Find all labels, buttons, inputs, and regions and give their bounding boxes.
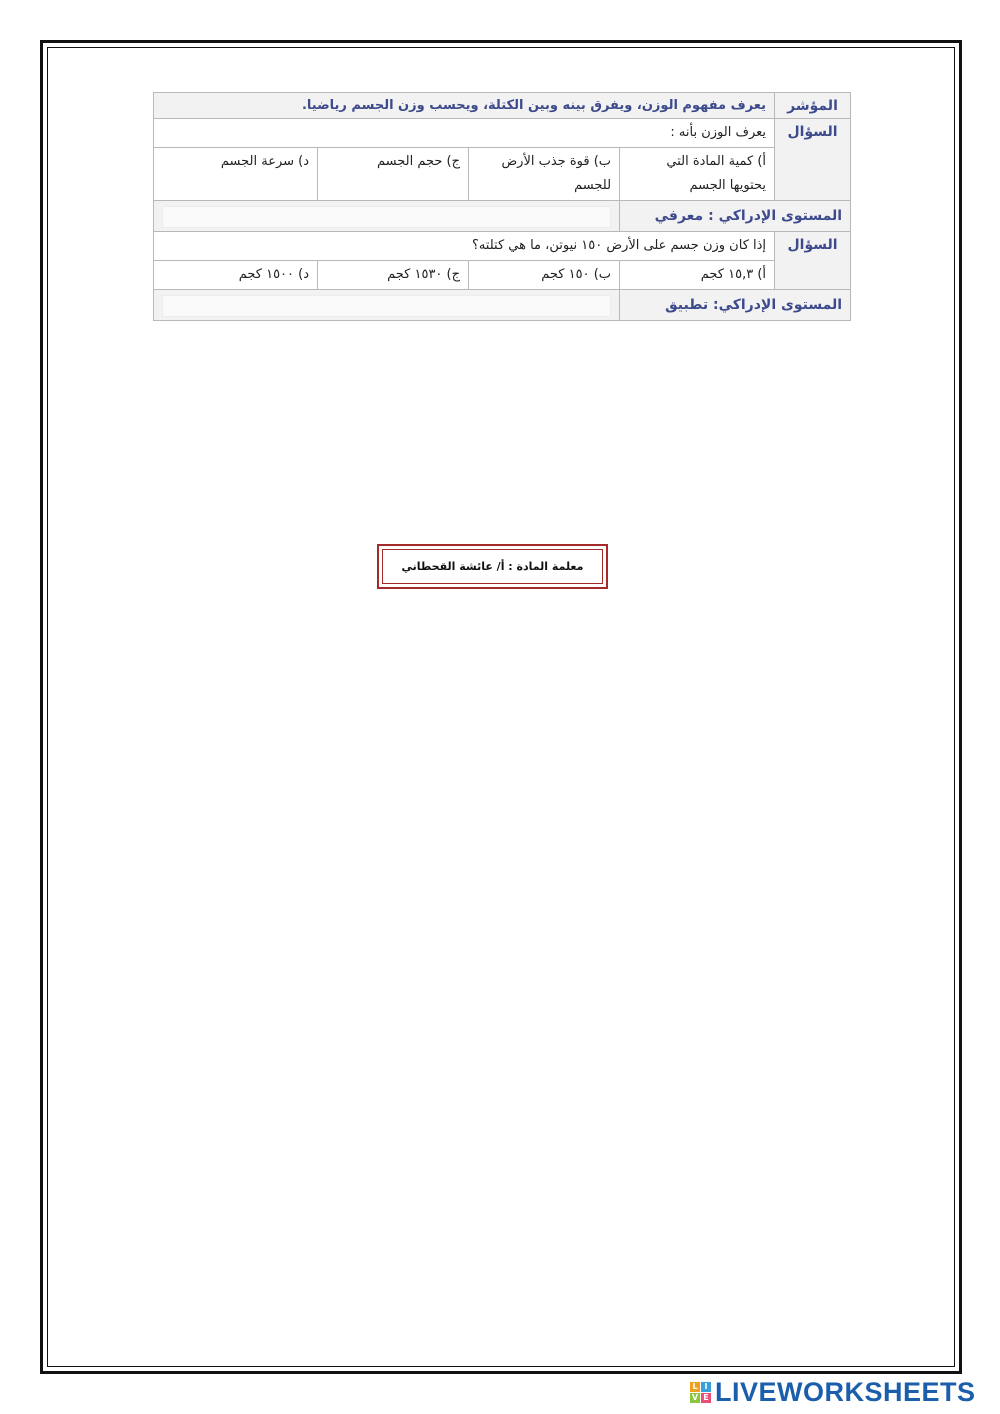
logo-letter-v: V xyxy=(691,1392,699,1402)
question-2-label: السؤال xyxy=(775,232,851,290)
question-1-option-c[interactable]: ج) حجم الجسم xyxy=(318,148,469,201)
question-1-level-row xyxy=(154,201,851,232)
liveworksheets-brand[interactable] xyxy=(690,1378,976,1406)
question-1-level-answer-field[interactable] xyxy=(162,206,611,228)
question-2-level-cell xyxy=(154,290,620,321)
liveworksheets-logo-icon xyxy=(690,1382,711,1403)
question-2-level-label: المستوى الإدراكي: تطبيق xyxy=(620,290,851,321)
question-1-options-row xyxy=(154,148,851,201)
question-1-level-label: المستوى الإدراكي : معرفي xyxy=(620,201,851,232)
question-2-stem-row xyxy=(154,232,851,261)
question-2-level-row xyxy=(154,290,851,321)
question-1-level-cell xyxy=(154,201,620,232)
question-1-stem: يعرف الوزن بأنه : xyxy=(154,119,775,148)
question-2-options-row xyxy=(154,261,851,290)
question-1-option-d[interactable]: د) سرعة الجسم xyxy=(154,148,318,201)
teacher-name-box xyxy=(377,544,608,589)
indicator-text: يعرف مفهوم الوزن، ويفرق بينه وبين الكتلة، ويحسب وزن الجسم رياضيا. xyxy=(154,93,775,119)
question-2-option-c[interactable]: ج) ١٥٣٠ كجم xyxy=(318,261,469,290)
question-2-level-answer-field[interactable] xyxy=(162,295,611,317)
question-2-option-a[interactable]: أ) ١٥,٣ كجم xyxy=(620,261,775,290)
logo-letter-e: E xyxy=(701,1393,711,1403)
question-2-option-d[interactable]: د) ١٥٠٠ كجم xyxy=(154,261,318,290)
teacher-name: معلمة المادة : أ/ عائشة القحطاني xyxy=(382,549,603,584)
question-1-option-b[interactable]: ب) قوة جذب الأرض للجسم xyxy=(469,148,620,201)
question-1-option-a[interactable]: أ) كمية المادة التي يحتويها الجسم xyxy=(620,148,775,201)
question-2-option-b[interactable]: ب) ١٥٠ كجم xyxy=(469,261,620,290)
indicator-row xyxy=(154,93,851,119)
logo-letter-i: I xyxy=(701,1382,711,1392)
question-1-stem-row xyxy=(154,119,851,148)
question-1-label: السؤال xyxy=(775,119,851,201)
logo-letter-l: L xyxy=(690,1382,700,1392)
question-table xyxy=(153,92,851,321)
question-2-stem: إذا كان وزن جسم على الأرض ١٥٠ نيوتن، ما هي كتلته؟ xyxy=(154,232,775,261)
liveworksheets-wordmark: LIVEWORKSHEETS xyxy=(715,1376,976,1407)
indicator-label: المؤشر xyxy=(775,93,851,119)
